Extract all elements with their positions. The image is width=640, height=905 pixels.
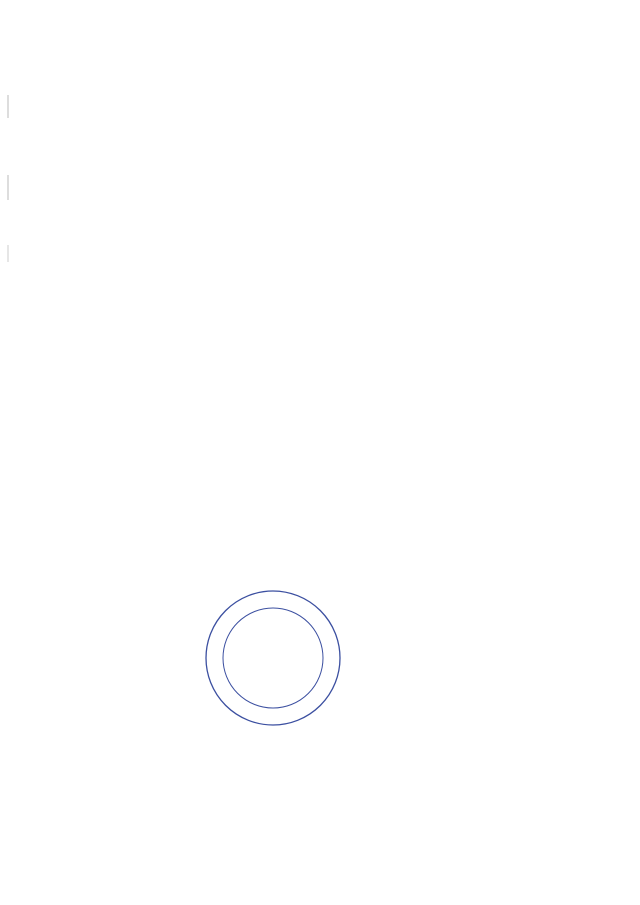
official-stamp — [203, 588, 343, 728]
stamp-outer-ring — [206, 591, 340, 725]
law-text-body — [103, 77, 596, 95]
stamp-inner-ring — [223, 608, 323, 708]
scan-margin-marks — [0, 0, 20, 300]
